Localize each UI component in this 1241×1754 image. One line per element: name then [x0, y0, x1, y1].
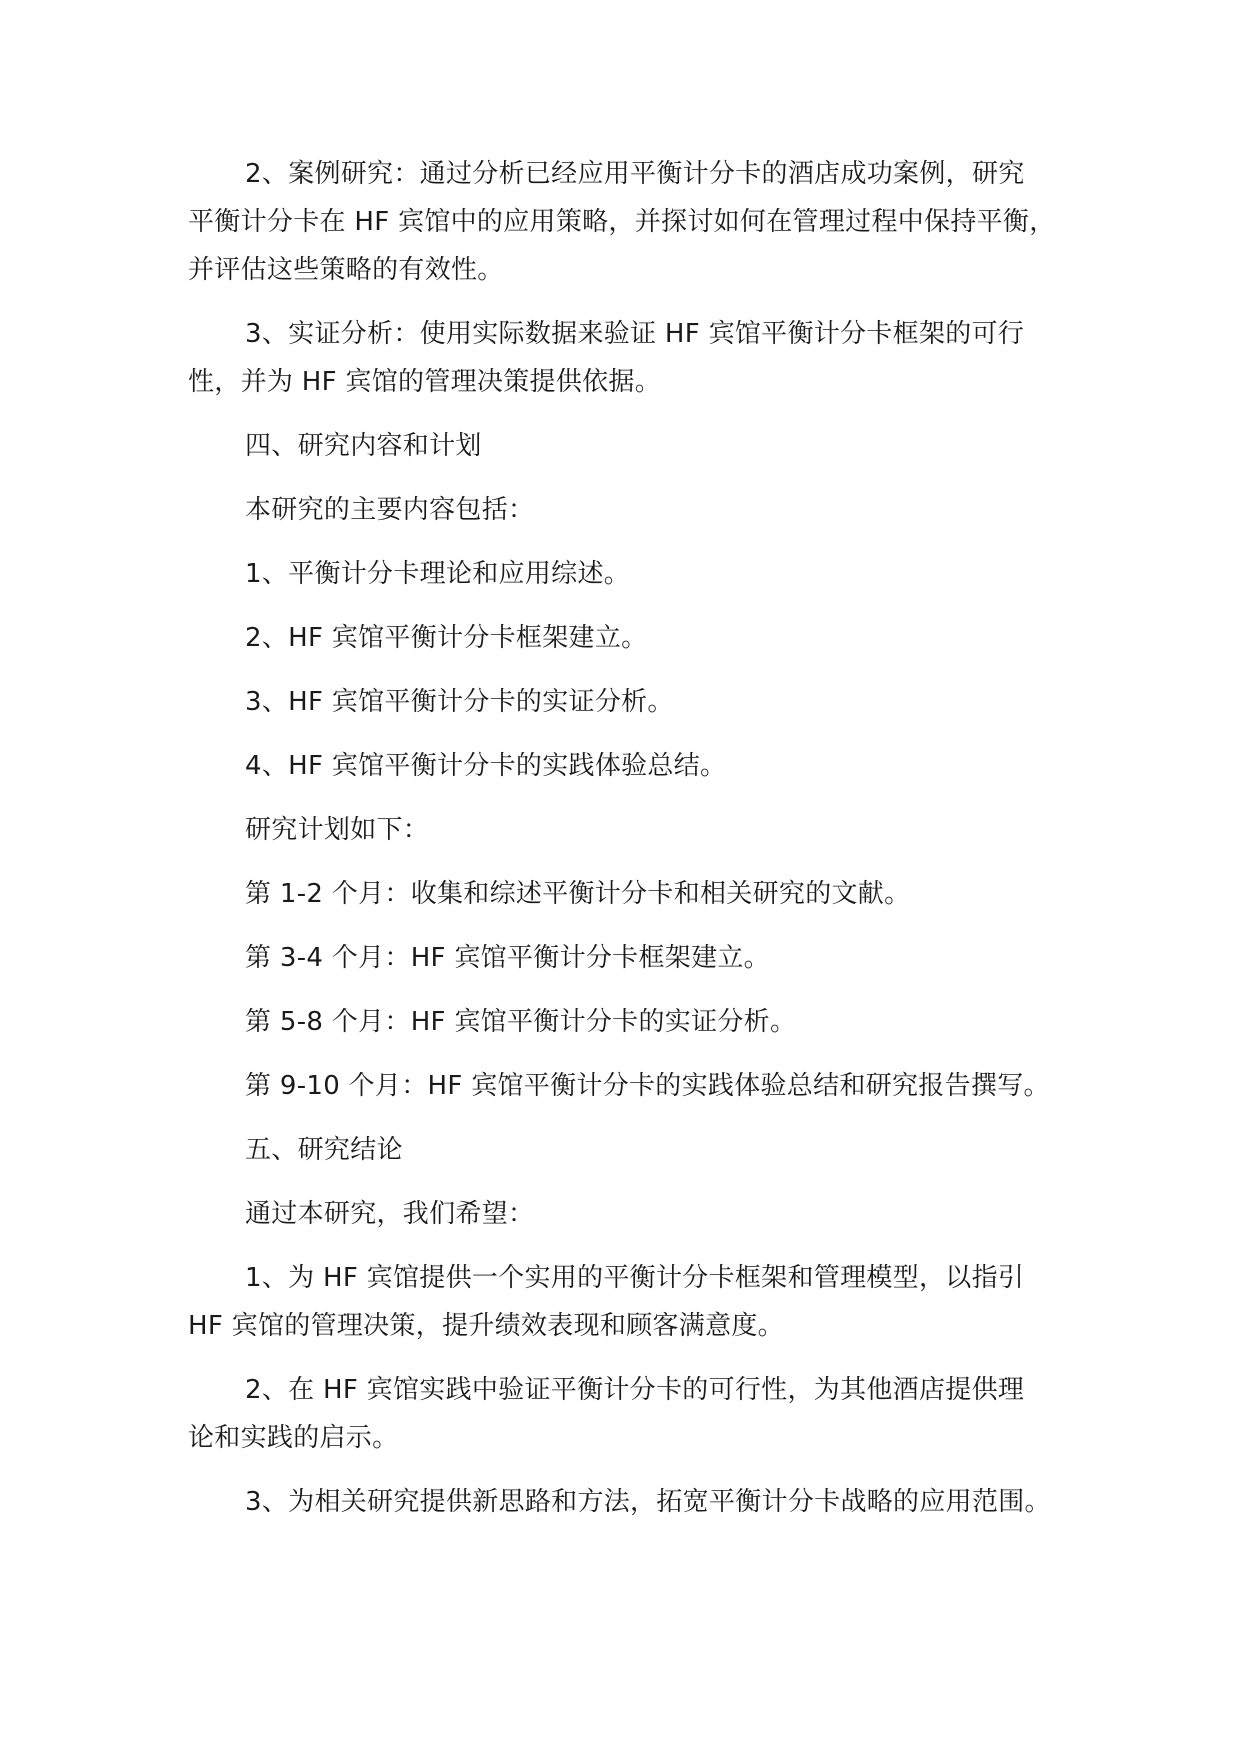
section-heading-conclusion: [188, 1126, 1078, 1174]
plan-item-months-1-2: [188, 870, 1078, 918]
plan-item-months-9-10: [188, 1062, 1078, 1110]
text-line: 3、为相关研究提供新思路和方法，拓宽平衡计分卡战略的应用范围。: [245, 1487, 1051, 1517]
text-line: 第 3-4 个月：HF 宾馆平衡计分卡框架建立。: [245, 943, 770, 973]
text-line: 本研究的主要内容包括：: [245, 495, 535, 525]
text-line: 4、HF 宾馆平衡计分卡的实践体验总结。: [245, 751, 727, 781]
plan-item-months-3-4: [188, 934, 1078, 982]
text-line: 研究计划如下：: [245, 815, 430, 845]
text-line: 性，并为 HF 宾馆的管理决策提供依据。: [188, 367, 662, 397]
plan-item-months-5-8: [188, 998, 1078, 1046]
conclusion-item-3: [188, 1478, 1078, 1526]
text-line: 并评估这些策略的有效性。: [188, 255, 504, 285]
text-line: 1、平衡计分卡理论和应用综述。: [245, 559, 631, 589]
section-heading-research-content: [188, 422, 1078, 470]
text-line: 1、为 HF 宾馆提供一个实用的平衡计分卡框架和管理模型，以指引: [245, 1263, 1025, 1293]
text-line: 论和实践的启示。: [188, 1423, 399, 1453]
paragraph-main-content-intro: [188, 486, 1078, 534]
list-item-content-3: [188, 678, 1078, 726]
list-item-content-1: [188, 550, 1078, 598]
text-line: HF 宾馆的管理决策，提升绩效表现和顾客满意度。: [188, 1311, 784, 1341]
text-line: 平衡计分卡在 HF 宾馆中的应用策略，并探讨如何在管理过程中保持平衡，: [188, 207, 1056, 237]
text-line: 第 1-2 个月：收集和综述平衡计分卡和相关研究的文献。: [245, 879, 911, 909]
list-item-content-2: [188, 614, 1078, 662]
text-line: 第 5-8 个月：HF 宾馆平衡计分卡的实证分析。: [245, 1007, 797, 1037]
text-line: 3、HF 宾馆平衡计分卡的实证分析。: [245, 687, 674, 717]
text-line: 2、在 HF 宾馆实践中验证平衡计分卡的可行性，为其他酒店提供理: [245, 1375, 1025, 1405]
text-line: 五、研究结论: [245, 1135, 403, 1165]
conclusion-item-1: [188, 1254, 1078, 1350]
text-line: 3、实证分析：使用实际数据来验证 HF 宾馆平衡计分卡框架的可行: [245, 319, 1025, 349]
paragraph-case-study: [188, 150, 1078, 294]
text-line: 通过本研究，我们希望：: [245, 1199, 535, 1229]
list-item-content-4: [188, 742, 1078, 790]
text-line: 第 9-10 个月：HF 宾馆平衡计分卡的实践体验总结和研究报告撰写。: [245, 1071, 1050, 1101]
document-body: [188, 150, 1078, 1542]
conclusion-item-2: [188, 1366, 1078, 1462]
text-line: 2、HF 宾馆平衡计分卡框架建立。: [245, 623, 648, 653]
text-line: 四、研究内容和计划: [245, 431, 482, 461]
paragraph-conclusion-intro: [188, 1190, 1078, 1238]
paragraph-plan-intro: [188, 806, 1078, 854]
paragraph-empirical-analysis: [188, 310, 1078, 406]
text-line: 2、案例研究：通过分析已经应用平衡计分卡的酒店成功案例，研究: [245, 159, 1025, 189]
